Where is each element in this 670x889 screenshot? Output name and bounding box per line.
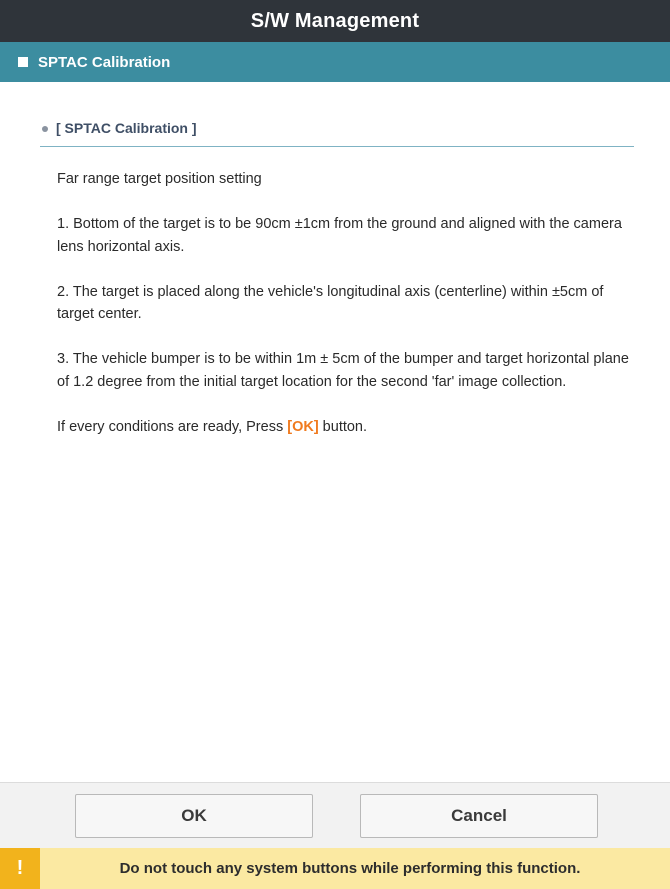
section-header [0, 42, 670, 82]
button-bar [0, 782, 670, 848]
step-3-text: 3. The vehicle bumper is to be within 1m ± 5cm of the bumper and target horizontal plane of 1.2 degree from the initial target location for the second 'far' image collection. [57, 351, 629, 390]
warning-banner [0, 848, 670, 889]
window-title: S/W Management [250, 9, 420, 32]
final-prefix: If every conditions are ready, Press [57, 418, 288, 435]
instruction-text [57, 168, 642, 461]
warning-icon: ! [0, 848, 40, 889]
content-heading-text: [ SPTAC Calibration ] [56, 120, 197, 136]
intro-text: Far range target position setting [57, 171, 262, 187]
step-1-text: 1. Bottom of the target is to be 90cm ±1cm from the ground and aligned with the camera lens horizontal axis. [57, 216, 622, 255]
final-instruction [57, 416, 642, 439]
circle-bullet-icon [42, 126, 48, 132]
warning-text: Do not touch any system buttons while performing this function. [119, 860, 581, 877]
section-title: SPTAC Calibration [38, 53, 171, 71]
window-title-bar [0, 0, 670, 42]
content-panel [0, 82, 670, 782]
ok-button[interactable]: OK [75, 794, 313, 838]
cancel-button[interactable]: Cancel [360, 794, 598, 838]
content-heading [40, 120, 634, 147]
ok-highlight-text: [OK] [287, 418, 319, 435]
step-2-text: 2. The target is placed along the vehicle's longitudinal axis (centerline) within ±5cm of target center. [57, 283, 604, 322]
square-bullet-icon [18, 57, 28, 67]
final-suffix: button. [318, 418, 368, 435]
